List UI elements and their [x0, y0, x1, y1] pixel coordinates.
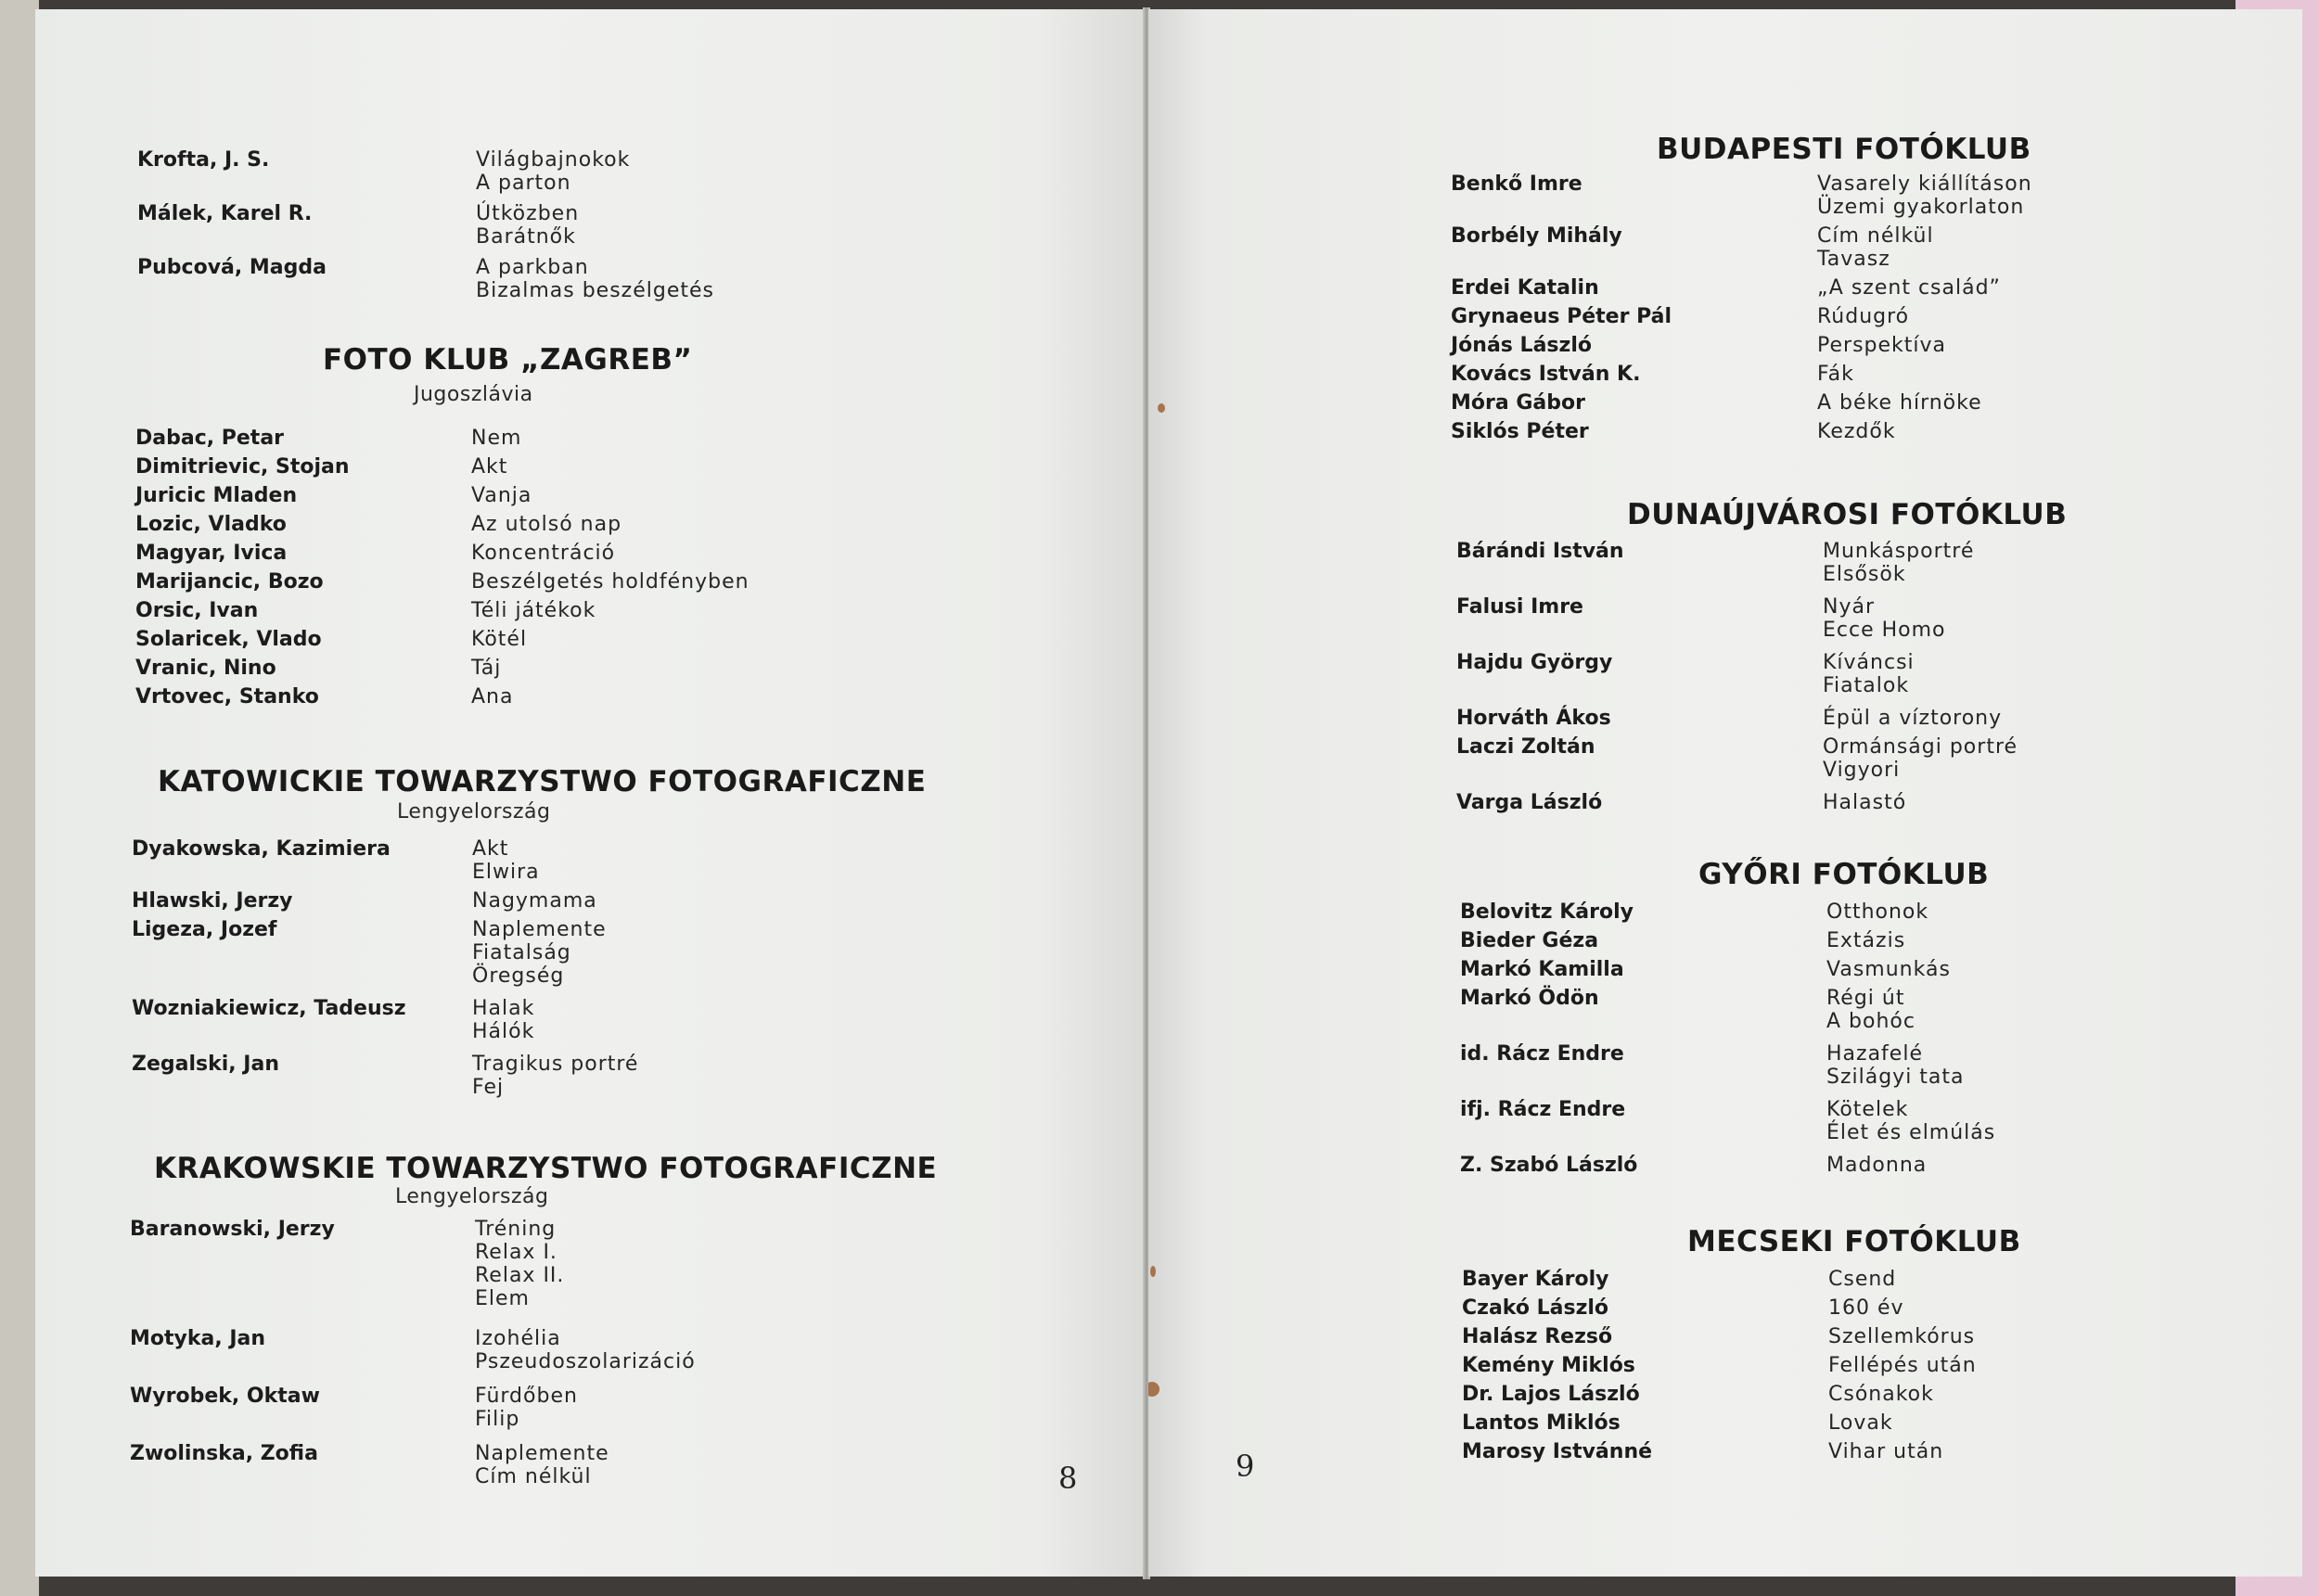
photographer-name: Baranowski, Jerzy [130, 1218, 335, 1241]
photo-title: Extázis [1826, 929, 1906, 952]
photo-title: Akt [472, 837, 509, 861]
photographer-name: Marijancic, Bozo [135, 570, 324, 594]
photographer-name: Halász Rezső [1462, 1325, 1613, 1348]
photo-title: Kíváncsi [1823, 651, 1915, 674]
section-subtitle: Lengyelország [395, 1185, 549, 1208]
section-budapest-entries [1451, 172, 2032, 449]
photo-title: Szellemkórus [1828, 1325, 1976, 1348]
photo-title: Épül a víztorony [1823, 707, 2003, 730]
photo-titles [1828, 1268, 1896, 1291]
photographer-name: Bárándi István [1456, 540, 1624, 563]
photo-title: Hazafelé [1826, 1042, 1923, 1066]
photographer-name: Kovács István K. [1451, 363, 1641, 386]
entry-row [137, 202, 714, 249]
photographer-name: Czakó László [1462, 1296, 1609, 1320]
entry-row [135, 427, 750, 450]
photo-titles [1828, 1325, 1975, 1348]
photo-titles [472, 837, 540, 884]
paper-stain [1148, 1382, 1160, 1397]
photo-titles [1826, 987, 1915, 1033]
photo-titles [471, 685, 513, 709]
entry-row [135, 484, 750, 507]
photographer-name: Wyrobek, Oktaw [130, 1385, 320, 1408]
entry-row [1451, 305, 2032, 328]
photo-titles [472, 997, 534, 1043]
photographer-name: Belovitz Károly [1460, 900, 1634, 924]
photo-titles [475, 1442, 609, 1488]
photo-title: A béke hírnöke [1817, 391, 1982, 415]
section-title: MECSEKI FOTÓKLUB [1687, 1225, 2021, 1258]
photographer-name: Juricic Mladen [135, 484, 298, 507]
entry-row [1460, 900, 1995, 924]
photographer-name: Orsic, Ivan [135, 599, 259, 622]
photographer-name: Krofta, J. S. [137, 148, 270, 172]
photo-title: Ana [471, 685, 514, 709]
photo-title: Relax I. [475, 1241, 557, 1264]
photographer-name: Lantos Miklós [1462, 1411, 1621, 1435]
section-title: DUNAÚJVÁROSI FOTÓKLUB [1627, 498, 2068, 531]
photo-title: Relax II. [475, 1264, 565, 1287]
section-gyor-entries [1460, 900, 1995, 1182]
entry-row [1451, 391, 2032, 415]
entry-row [1462, 1354, 1977, 1377]
photographer-name: Borbély Mihály [1451, 224, 1622, 248]
entry-row [1460, 987, 1995, 1033]
photographer-name: Málek, Karel R. [137, 202, 313, 225]
photo-titles [1817, 363, 1854, 386]
photo-title: Filip [475, 1408, 520, 1431]
photographer-name: Dimitrievic, Stojan [135, 455, 350, 479]
photo-title: Tavasz [1817, 248, 1890, 271]
photo-titles [471, 542, 615, 565]
photo-title: Cím nélkül [1817, 224, 1934, 248]
entry-row [1451, 363, 2032, 386]
photographer-name: Bieder Géza [1460, 929, 1599, 952]
photo-title: Fiatalok [1823, 674, 1910, 697]
photographer-name: Kemény Miklós [1462, 1354, 1635, 1377]
photo-title: Csend [1828, 1268, 1897, 1291]
photographer-name: Motyka, Jan [130, 1327, 266, 1350]
photo-title: 160 év [1828, 1296, 1904, 1320]
section-krakow-entries [130, 1218, 696, 1494]
entry-row [132, 889, 638, 913]
section-title: KRAKOWSKIE TOWARZYSTWO FOTOGRAFICZNE [154, 1152, 938, 1185]
paper-stain [1150, 1266, 1156, 1277]
photo-titles [471, 484, 532, 507]
entry-row [1456, 707, 2018, 730]
photo-title: Ormánsági portré [1823, 735, 2018, 759]
photographer-name: Wozniakiewicz, Tadeusz [132, 997, 406, 1020]
entry-row [1456, 540, 2018, 586]
photo-title: Halak [472, 997, 535, 1020]
photo-title: Fiatalság [472, 941, 571, 964]
section-dunaujvaros-entries [1456, 540, 2018, 820]
photo-title: Koncentráció [471, 542, 616, 565]
photo-titles [1817, 276, 2001, 300]
photographer-name: Magyar, Ivica [135, 542, 288, 565]
photo-title: Otthonok [1826, 900, 1929, 924]
photo-titles [1823, 595, 1946, 642]
photo-title: Vasmunkás [1826, 958, 1951, 981]
photo-title: Elwira [472, 861, 540, 884]
photo-title: Elsősök [1823, 563, 1906, 586]
photo-title: Szilágyi tata [1826, 1066, 1965, 1089]
photo-title: Világbajnokok [476, 148, 631, 172]
photo-titles [471, 599, 596, 622]
section-title: BUDAPESTI FOTÓKLUB [1657, 133, 2031, 166]
photo-titles [476, 256, 714, 302]
photo-titles [1817, 334, 1946, 357]
photo-titles [1823, 707, 2002, 730]
photo-title: Kötelek [1826, 1098, 1909, 1121]
entry-row [1456, 791, 2018, 814]
entry-row [1460, 1042, 1995, 1089]
photographer-name: Varga László [1456, 791, 1603, 814]
photographer-name: ifj. Rácz Endre [1460, 1098, 1626, 1121]
photographer-name: Hajdu György [1456, 651, 1613, 674]
photographer-name: Markó Ödön [1460, 987, 1599, 1010]
photo-title: Naplemente [472, 918, 607, 941]
photo-title: Elem [475, 1287, 530, 1310]
page-number: 9 [1236, 1449, 1255, 1484]
photo-titles [1826, 1098, 1995, 1144]
section-subtitle: Jugoszlávia [414, 383, 533, 406]
entry-row [1462, 1411, 1977, 1435]
photo-titles [471, 427, 521, 450]
photo-title: A bohóc [1826, 1010, 1915, 1033]
entry-row [1462, 1383, 1977, 1406]
photo-title: Izohélia [475, 1327, 561, 1350]
photographer-name: Ligeza, Jozef [132, 918, 277, 941]
photo-title: Lovak [1828, 1411, 1893, 1435]
photographer-name: Horváth Ákos [1456, 707, 1611, 730]
photo-titles [1826, 958, 1951, 981]
photo-titles [1826, 1042, 1965, 1089]
photo-title: A parton [476, 172, 571, 195]
photo-titles [476, 148, 630, 195]
photo-title: Tréning [475, 1218, 557, 1241]
photo-title: Táj [471, 657, 502, 680]
photo-title: Hálók [472, 1020, 535, 1043]
photo-title: Rúdugró [1817, 305, 1910, 328]
section-title: KATOWICKIE TOWARZYSTWO FOTOGRAFICZNE [158, 765, 927, 798]
photographer-name: Marosy Istvánné [1462, 1440, 1653, 1463]
entry-row [1451, 172, 2032, 219]
photographer-name: Pubcová, Magda [137, 256, 327, 279]
entry-row [1462, 1325, 1977, 1348]
entry-row [135, 455, 750, 479]
photo-titles [1828, 1440, 1943, 1463]
photo-titles [472, 1053, 638, 1099]
photo-title: Fej [472, 1076, 505, 1099]
photo-title: Kezdők [1817, 420, 1896, 443]
entry-row [132, 918, 638, 988]
entry-row [1462, 1440, 1977, 1463]
photo-title: Beszélgetés holdfényben [471, 570, 750, 594]
entry-row [130, 1327, 696, 1373]
photo-titles [475, 1385, 578, 1431]
photographer-name: Grynaeus Péter Pál [1451, 305, 1672, 328]
photo-title: Régi út [1826, 987, 1905, 1010]
photographer-name: Vranic, Nino [135, 657, 276, 680]
left-page [35, 9, 1148, 1577]
photo-titles [1823, 735, 2018, 782]
section-title: FOTO KLUB „ZAGREB” [323, 343, 693, 377]
entry-row [135, 542, 750, 565]
entry-row [132, 837, 638, 884]
photographer-name: Benkő Imre [1451, 172, 1582, 196]
photo-title: Madonna [1826, 1154, 1928, 1177]
photo-title: Perspektíva [1817, 334, 1947, 357]
photographer-name: Zegalski, Jan [132, 1053, 279, 1076]
entry-row [1451, 420, 2032, 443]
entry-row [135, 657, 750, 680]
photographer-name: Zwolinska, Zofia [130, 1442, 318, 1465]
photo-title: Útközben [476, 202, 580, 225]
photo-title: „A szent család” [1817, 276, 2001, 300]
photographer-name: Siklós Péter [1451, 420, 1589, 443]
photo-title: Fürdőben [475, 1385, 578, 1408]
photographer-name: Dabac, Petar [135, 427, 285, 450]
photo-title: Fák [1817, 363, 1854, 386]
photographer-name: Dr. Lajos László [1462, 1383, 1640, 1406]
entry-row [137, 148, 714, 195]
entry-row [1456, 735, 2018, 782]
photographer-name: id. Rácz Endre [1460, 1042, 1624, 1066]
entry-row [135, 570, 750, 594]
entry-row [1451, 224, 2032, 271]
entry-row [135, 628, 750, 651]
photo-title: Fellépés után [1828, 1354, 1977, 1377]
photo-titles [472, 889, 597, 913]
photo-titles [471, 513, 621, 536]
photographer-name: Bayer Károly [1462, 1268, 1609, 1291]
photo-titles [471, 628, 527, 651]
entry-row [130, 1385, 696, 1431]
entry-row [135, 599, 750, 622]
photo-title: Ecce Homo [1823, 619, 1946, 642]
entry-row [137, 256, 714, 302]
entry-row [1462, 1296, 1977, 1320]
entry-row [1451, 334, 2032, 357]
photo-title: Vigyori [1823, 759, 1901, 782]
photo-title: Barátnők [476, 225, 576, 249]
photographer-name: Lozic, Vladko [135, 513, 287, 536]
photographer-name: Dyakowska, Kazimiera [132, 837, 391, 861]
photo-titles [1826, 929, 1905, 952]
photo-title: Nyár [1823, 595, 1876, 619]
photo-title: Élet és elmúlás [1826, 1121, 1996, 1144]
photo-title: Vihar után [1828, 1440, 1944, 1463]
photo-title: Nagymama [472, 889, 597, 913]
photographer-name: Hlawski, Jerzy [132, 889, 293, 913]
photographer-name: Móra Gábor [1451, 391, 1585, 415]
photo-title: Vasarely kiállításon [1817, 172, 2032, 196]
photo-title: Téli játékok [471, 599, 596, 622]
photographer-name: Vrtovec, Stanko [135, 685, 319, 709]
entry-row [135, 685, 750, 709]
photo-title: Vanja [471, 484, 532, 507]
entry-row [1460, 1154, 1995, 1177]
photo-titles [471, 455, 507, 479]
entry-row [1456, 595, 2018, 642]
photo-titles [1817, 420, 1896, 443]
photo-titles [1817, 391, 1982, 415]
photo-titles [475, 1218, 564, 1310]
photographer-name: Laczi Zoltán [1456, 735, 1595, 759]
entry-row [1460, 929, 1995, 952]
paper-stain [1158, 403, 1165, 413]
photo-titles [471, 657, 501, 680]
photographer-name: Jónás László [1451, 334, 1592, 357]
photo-titles [471, 570, 750, 594]
entry-row [130, 1218, 696, 1310]
photo-title: Öregség [472, 964, 565, 988]
photographer-name: Z. Szabó László [1460, 1154, 1638, 1177]
photo-title: A parkban [476, 256, 589, 279]
entry-row [130, 1442, 696, 1488]
photo-title: Kötél [471, 628, 528, 651]
background-edge [0, 0, 39, 1596]
photo-titles [1823, 540, 1974, 586]
photo-titles [1817, 305, 1909, 328]
photo-titles [475, 1327, 696, 1373]
photo-titles [1826, 1154, 1927, 1177]
photo-titles [1817, 172, 2032, 219]
photo-titles [1826, 900, 1928, 924]
photo-title: Az utolsó nap [471, 513, 622, 536]
photo-title: Akt [471, 455, 508, 479]
photo-title: Bizalmas beszélgetés [476, 279, 714, 302]
entry-row [1462, 1268, 1977, 1291]
photo-title: Munkásportré [1823, 540, 1975, 563]
photo-title: Halastó [1823, 791, 1907, 814]
section-zagreb-entries [135, 427, 750, 714]
photo-titles [1828, 1296, 1904, 1320]
photo-titles [1828, 1383, 1934, 1406]
entry-row [1460, 1098, 1995, 1144]
page-number: 8 [1058, 1461, 1078, 1496]
section-katowice-entries [132, 837, 638, 1104]
photographer-name: Solaricek, Vlado [135, 628, 322, 651]
section-title: GYŐRI FOTÓKLUB [1698, 858, 1990, 891]
photographer-name: Markó Kamilla [1460, 958, 1624, 981]
photo-title: Tragikus portré [472, 1053, 639, 1076]
photographer-name: Falusi Imre [1456, 595, 1583, 619]
photo-titles [1828, 1411, 1893, 1435]
photo-title: Csónakok [1828, 1383, 1934, 1406]
photographer-name: Erdei Katalin [1451, 276, 1599, 300]
photo-titles [1823, 651, 1915, 697]
entry-row [132, 997, 638, 1043]
section-czech-entries [137, 148, 714, 308]
photo-title: Naplemente [475, 1442, 609, 1465]
photo-title: Pszeudoszolarizáció [475, 1350, 696, 1373]
section-subtitle: Lengyelország [397, 800, 551, 824]
photo-title: Cím nélkül [475, 1465, 592, 1488]
photo-title: Nem [471, 427, 522, 450]
entry-row [132, 1053, 638, 1099]
section-mecsek-entries [1462, 1268, 1977, 1469]
right-page [1148, 9, 2302, 1577]
entry-row [1456, 651, 2018, 697]
photo-titles [1828, 1354, 1977, 1377]
photo-titles [1817, 224, 1934, 271]
entry-row [135, 513, 750, 536]
photo-titles [472, 918, 607, 988]
photo-title: Üzemi gyakorlaton [1817, 196, 2025, 219]
photo-titles [1823, 791, 1906, 814]
entry-row [1460, 958, 1995, 981]
photo-titles [476, 202, 579, 249]
entry-row [1451, 276, 2032, 300]
